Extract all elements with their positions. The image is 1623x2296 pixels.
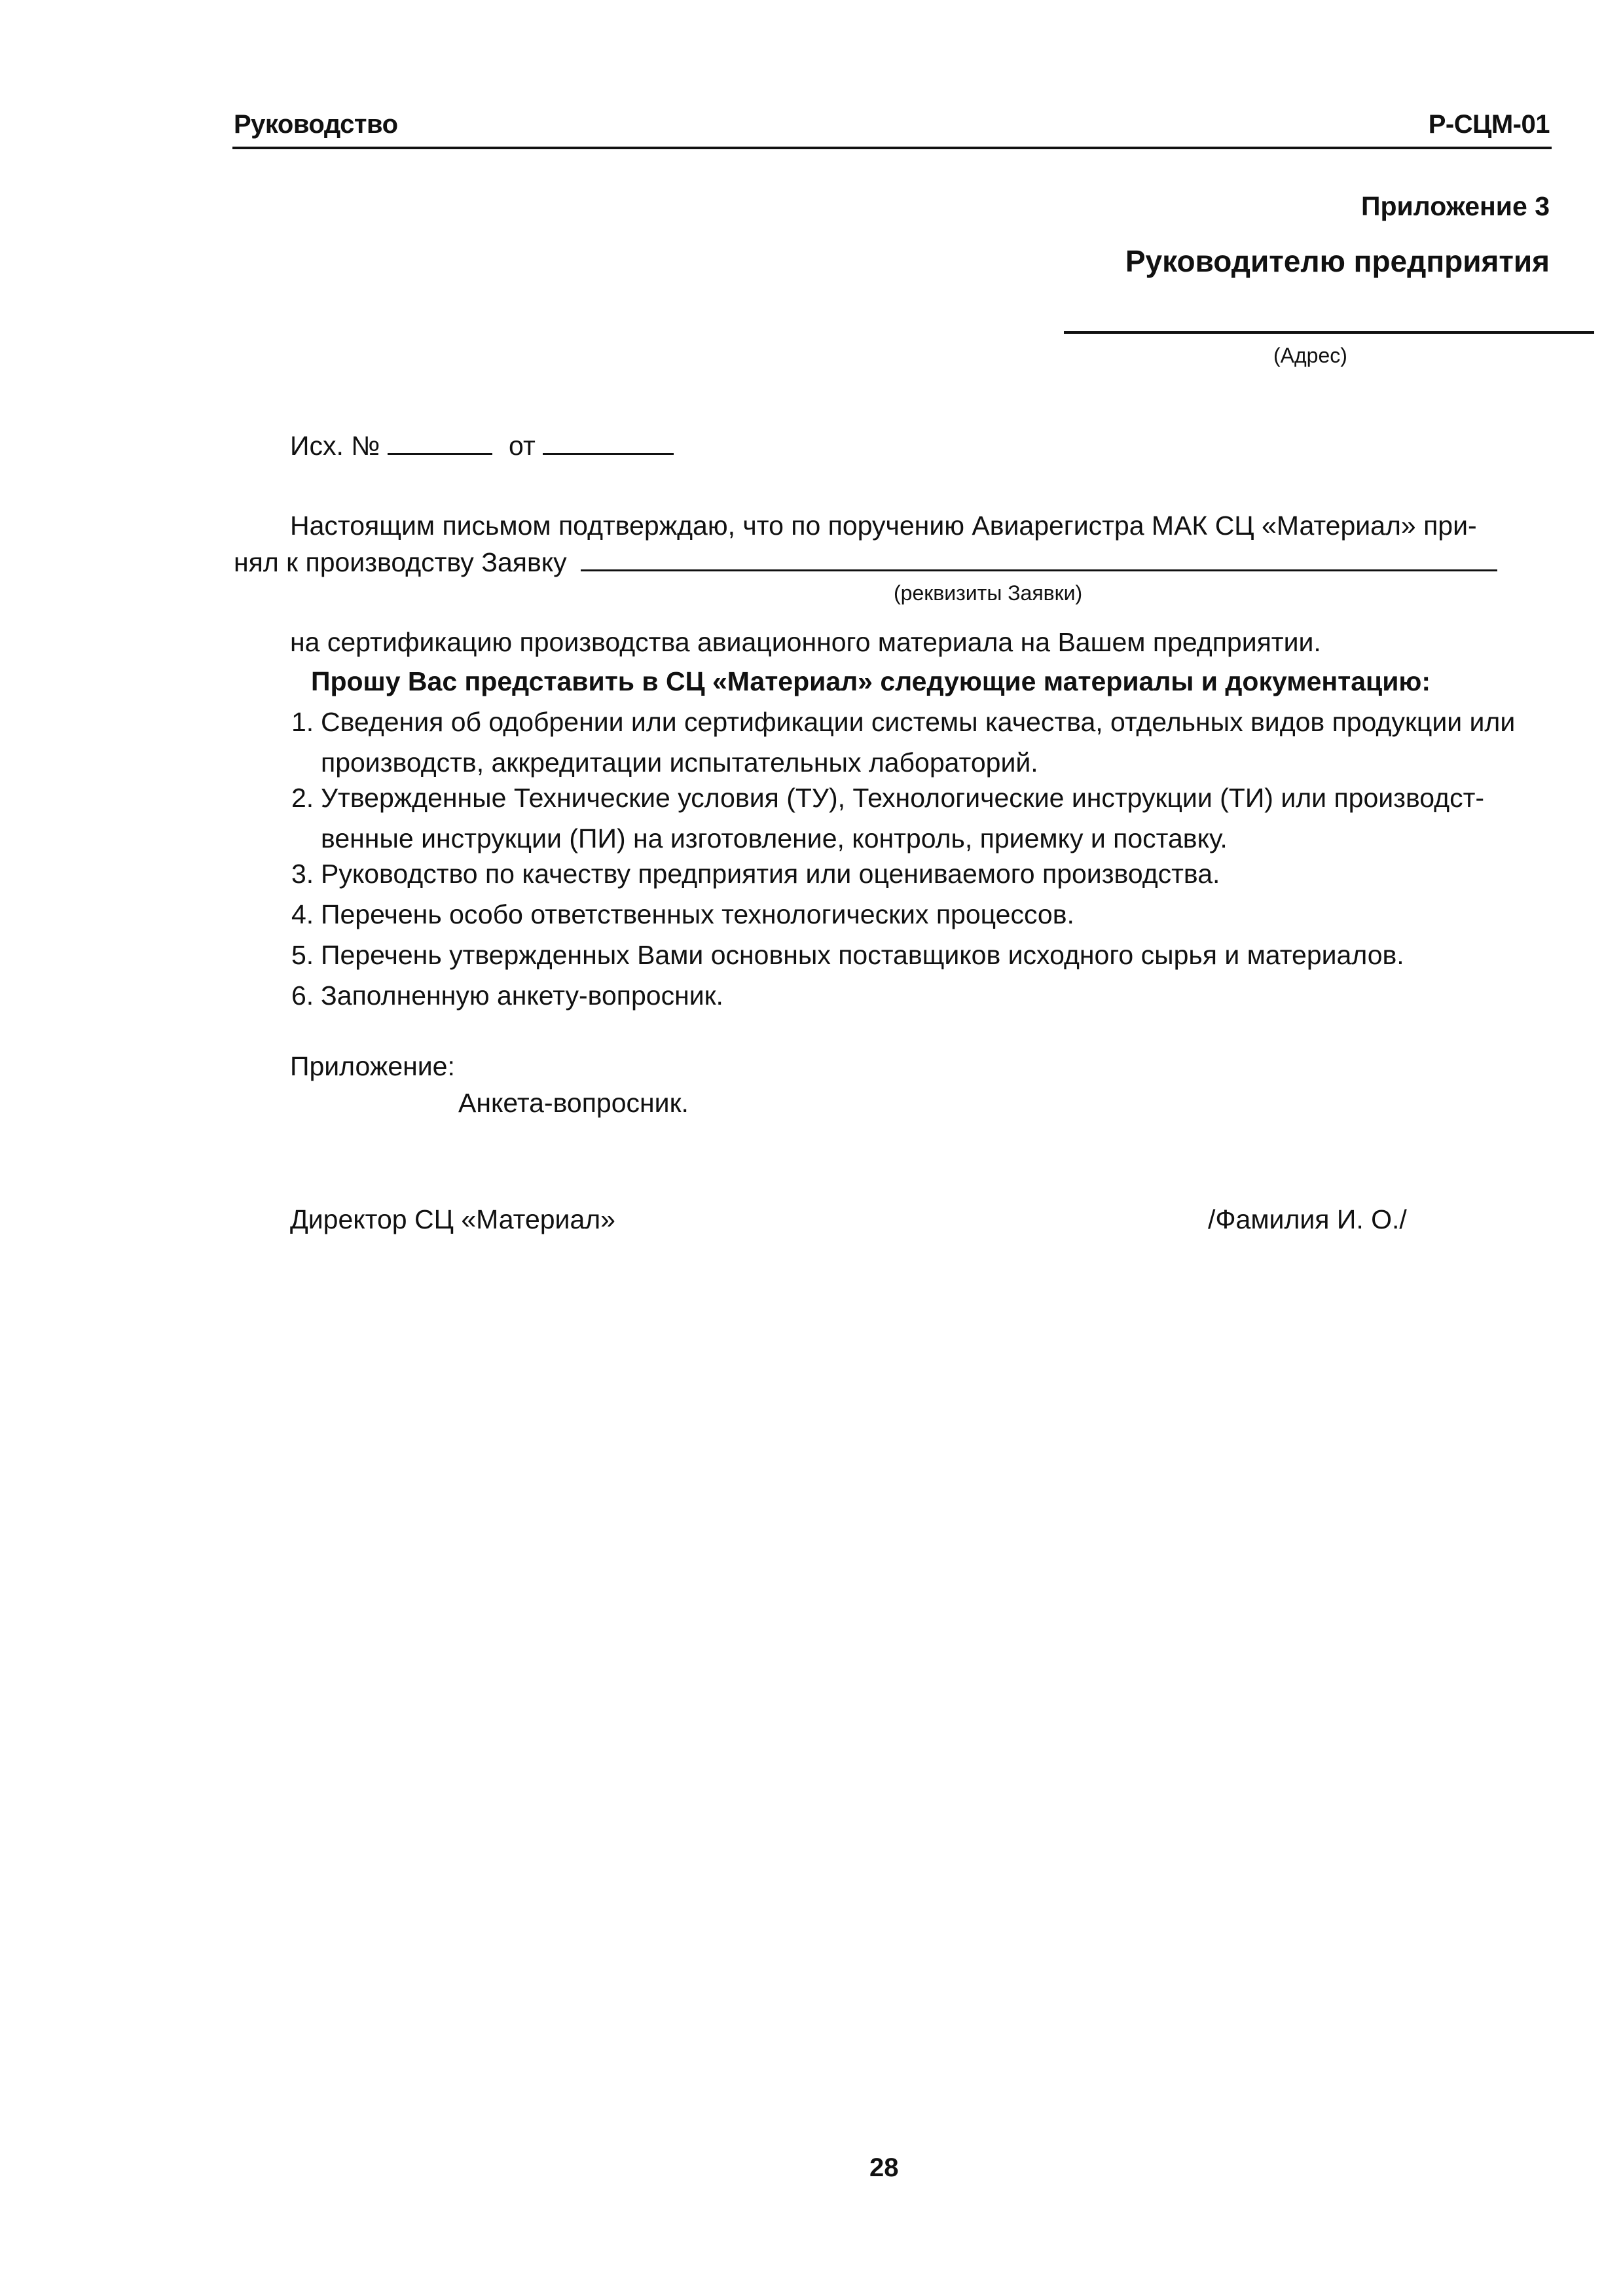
list-item [0,702,1623,783]
list-item-text: Сведения об одобрении или сертификации системы качества, отдельных видов продукции или [321,707,1516,737]
document-code: Р-СЦМ-01 [1428,110,1550,139]
attachment-label: Приложение: [290,1051,455,1081]
request-details-hint: (реквизиты Заявки) [894,581,1083,605]
paragraph-end: на сертификацию производства авиационного материала на Вашем предприятии. [290,627,1321,657]
list-item [0,853,1623,894]
list-item-number: 4. [291,899,314,929]
attachment-item: Анкета-вопросник. [458,1088,689,1118]
list-item-number: 2. [291,783,314,813]
list-item-number: 6. [291,980,314,1011]
signatory-position: Директор СЦ «Материал» [290,1204,615,1234]
list-item-number: 3. [291,859,314,889]
list-item-text: Руководство по качеству предприятия или оцениваемого производства. [321,859,1220,889]
header-rule [232,147,1552,149]
list-item-text-cont: производств, аккредитации испытательных лабораторий. [321,747,1038,778]
appendix-label: Приложение 3 [1360,191,1550,221]
list-item-number: 5. [291,940,314,970]
outgoing-number-line [290,431,674,461]
list-item-text: Перечень утвержденных Вами основных поставщиков исходного сырья и материалов. [321,940,1404,970]
list-item-number: 1. [291,707,314,737]
list-item [0,975,1623,1016]
list-item-text-cont: венные инструкции (ПИ) на изготовление, контроль, приемку и поставку. [321,823,1228,853]
list-item-text: Утвержденные Технические условия (ТУ), Технологические инструкции (ТИ) или производст- [321,783,1485,813]
list-item-text: Заполненную анкету-вопросник. [321,980,723,1011]
address-hint: (Адрес) [1273,344,1347,367]
request-heading: Прошу Вас представить в СЦ «Материал» следующие материалы и документацию: [311,666,1431,696]
address-line [1064,331,1594,334]
request-details-blank [581,550,1497,571]
outgoing-date-blank [543,433,674,455]
list-item-text: Перечень особо ответственных технологических процессов. [321,899,1074,929]
paragraph-line-2-text: нял к производству Заявку [234,547,567,577]
list-item [0,894,1623,935]
signatory-name: /Фамилия И. О./ [1208,1204,1407,1234]
running-header-title: Руководство [234,110,398,139]
list-item [0,778,1623,859]
list-item [0,935,1623,975]
addressee: Руководителю предприятия [1125,244,1550,278]
paragraph-line-1: Настоящим письмом подтверждаю, что по поручению Авиарегистра МАК СЦ «Материал» при- [290,511,1477,541]
outgoing-from-word: от [509,431,536,461]
page-number: 28 [869,2153,899,2182]
outgoing-number-blank [388,433,492,455]
outgoing-prefix: Исх. № [290,431,380,461]
paragraph-line-2 [234,547,1497,578]
